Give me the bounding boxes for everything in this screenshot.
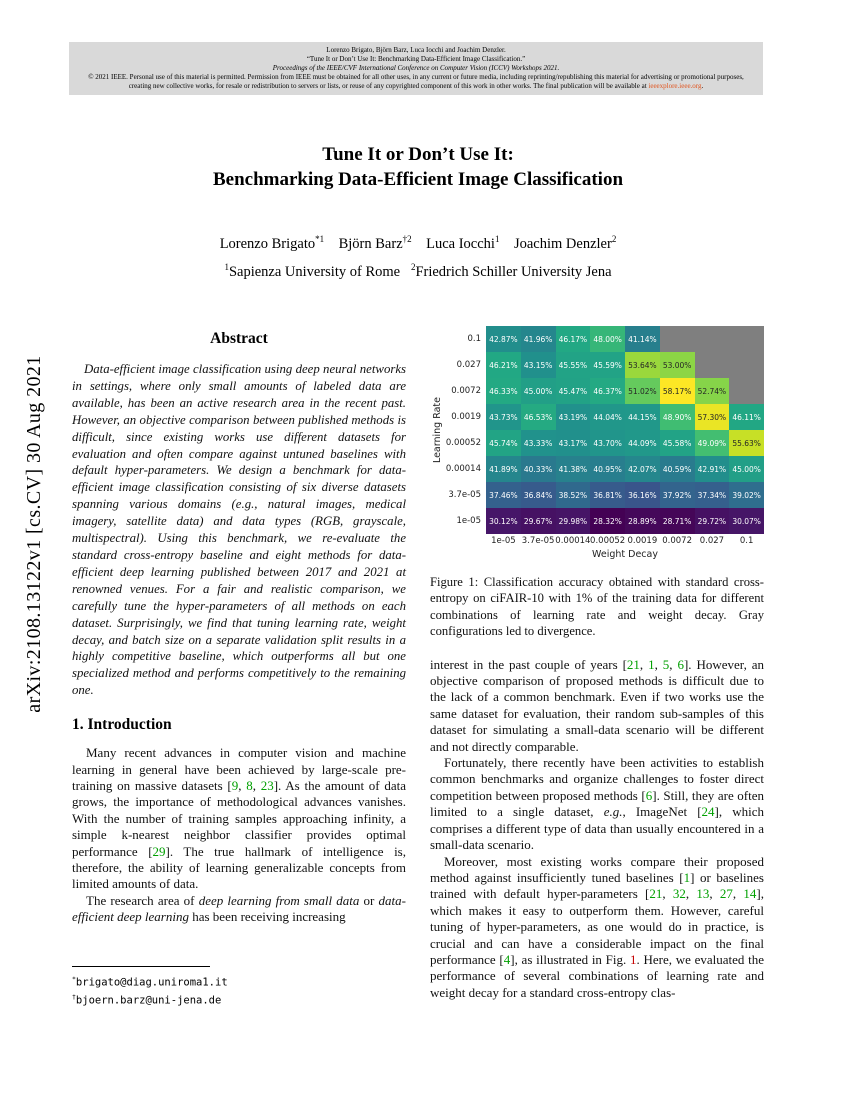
y-axis [430, 326, 444, 534]
heatmap-cell: 36.84% [521, 482, 556, 508]
heatmap-cell: 30.07% [729, 508, 764, 534]
heatmap-cell: 39.02% [729, 482, 764, 508]
paper-title-line2: Benchmarking Data-Efficient Image Classification [212, 169, 624, 190]
citation-link[interactable]: 23 [260, 777, 274, 793]
y-tick-label: 3.7e-05 [448, 490, 481, 500]
heatmap-cell: 29.67% [521, 508, 556, 534]
y-tick-label: 0.00052 [445, 438, 481, 448]
heatmap-cell: 43.17% [556, 430, 591, 456]
citation-link[interactable]: 13 [696, 886, 710, 902]
y-tick-label: 0.0019 [451, 412, 481, 422]
heatmap-cell: 46.33% [486, 378, 521, 404]
citation-link[interactable]: 6 [645, 787, 653, 803]
heatmap-cell: 44.09% [625, 430, 660, 456]
right-paragraph-2: Fortunately, there recently have been activities to establish common benchmarks and organize challenges to foster direct competition between proposed methods [6]. Still, they are often limited to a single dataset, e.g., ImageNet [24], which comprises a different type of data than usually encountered in a small-data scenario. [430, 755, 765, 853]
heatmap-cell: 46.21% [486, 352, 521, 378]
footnote-rule [72, 966, 210, 967]
heatmap-cell: 40.33% [521, 456, 556, 482]
heatmap-cell: 44.04% [590, 404, 625, 430]
heatmap-cell: 29.98% [556, 508, 591, 534]
heatmap-cell: 37.46% [486, 482, 521, 508]
heatmap-cell: 45.00% [521, 378, 556, 404]
intro-paragraph-1: Many recent advances in computer vision and machine learning in general have been achieved by large-scale pre-training on massive datasets [9, 8, 23]. As the amount of data grows, the importance of methodological advances vanishes. With the number of training samples approaching infinity, a simple k-nearest neighbor classifier provides optimal performance [29]. The true hallmark of intelligence is, therefore, the ability of learning generalizable concepts from limited amounts of data. [72, 745, 406, 892]
heatmap-cell: 37.34% [695, 482, 730, 508]
x-tick-label: 0.0019 [625, 534, 660, 547]
citation-link[interactable]: 9 [231, 777, 239, 793]
citation-link[interactable]: 1 [648, 656, 655, 672]
heatmap-cell: 46.11% [729, 404, 764, 430]
heatmap-cell: 43.73% [486, 404, 521, 430]
heatmap-cell: 51.02% [625, 378, 660, 404]
heatmap-cell: 40.59% [660, 456, 695, 482]
heatmap-cell: 52.74% [695, 378, 730, 404]
heatmap-cell: 57.30% [695, 404, 730, 430]
citation-link[interactable]: 14 [743, 886, 757, 902]
heatmap-cell: 28.89% [625, 508, 660, 534]
heatmap-cell [660, 326, 695, 352]
citation-link[interactable]: 21 [649, 886, 663, 902]
citation-link[interactable]: 5 [662, 656, 670, 672]
heatmap-cell: 43.33% [521, 430, 556, 456]
external-link[interactable]: ieeexplore.ieee.org [648, 82, 702, 90]
x-tick-label: 0.00014 [555, 535, 591, 546]
paper-title [72, 142, 764, 192]
heatmap-grid [444, 326, 764, 547]
heatmap-cell: 53.64% [625, 352, 660, 378]
heatmap-cell: 49.09% [695, 430, 730, 456]
heatmap-cell: 45.00% [729, 456, 764, 482]
citation-link[interactable]: 32 [672, 886, 686, 902]
x-tick-label: 0.0072 [660, 534, 695, 547]
x-tick-label: 3.7e-05 [521, 535, 555, 546]
heatmap-cell: 43.70% [590, 430, 625, 456]
heatmap-cell: 53.00% [660, 352, 695, 378]
heatmap-cell: 40.95% [590, 456, 625, 482]
heatmap-cell: 37.92% [660, 482, 695, 508]
x-tick-label: 0.1 [729, 534, 764, 547]
right-column [430, 326, 764, 1001]
footnotes [72, 966, 406, 1008]
heatmap-cell: 45.58% [660, 430, 695, 456]
author-line: Lorenzo Brigato$^{*1}$ Björn Barz$^{\dagger 2}$ Luca Iocchi$^1$ Joachim Denzler$^2$ [219, 234, 617, 252]
heatmap-cell [729, 352, 764, 378]
left-column [72, 330, 406, 926]
copyright-terms-text: © 2021 IEEE. Personal use of this material is permitted. Permission from IEEE must be obtained for all other uses, in any current or future media, including reprinting/republishing this material for advertising or promotional purposes, creating new collective works, for resale or redistribution to servers or lists, or reuse of any copyrighted component of this work in other works. The final publication will be available at ieeexplore.ieee.org. [88, 73, 744, 90]
citation-link[interactable]: 1 [683, 869, 691, 885]
heatmap-cell: 46.53% [521, 404, 556, 430]
heatmap-cell: 43.19% [556, 404, 591, 430]
copyright-title-line: “Tune It or Don’t Use It: Benchmarking Data-Efficient Image Classification.” [306, 55, 526, 63]
heatmap-cell: 30.12% [486, 508, 521, 534]
right-paragraph-3: Moreover, most existing works compare their proposed method against insufficiently tuned baselines [1] or baselines trained with default hyper-parameters [21, 32, 13, 27, 14], which makes it easy to outperform them. However, careful tuning of hyper-parameters, as one would do in practice, is crucial and can have a considerable impact on the final performance [4], as illustrated in Fig. 1. Here, we evaluated the performance of several combinations of learning rate and weight decay for a standard cross-entropy clas- [430, 853, 765, 1000]
heatmap-cell: 48.90% [660, 404, 695, 430]
heatmap-cell [729, 378, 764, 404]
heatmap-cell: 41.14% [625, 326, 660, 352]
y-tick-label: 1e-05 [456, 516, 481, 526]
heatmap-cell: 28.32% [590, 508, 625, 534]
heatmap-cell: 42.87% [486, 326, 521, 352]
section-heading-introduction: 1. Introduction [72, 716, 172, 734]
citation-link[interactable]: 4 [503, 951, 511, 967]
heatmap-cell: 41.89% [486, 456, 521, 482]
footnote-email-2[interactable]: †bjoern.barz@uni-jena.de [72, 993, 222, 1007]
heatmap-cell: 28.71% [660, 508, 695, 534]
citation-link[interactable]: 8 [246, 777, 253, 793]
heatmap-cell [695, 352, 730, 378]
copyright-venue-line: Proceedings of the IEEE/CVF International Conference on Computer Vision (ICCV) Workshops 2021. [272, 64, 560, 72]
copyright-notice [69, 42, 763, 95]
heatmap-cell: 48.00% [590, 326, 625, 352]
heatmap-cell: 41.96% [521, 326, 556, 352]
heatmap-cell: 45.55% [556, 352, 591, 378]
x-tick-label: 0.027 [695, 534, 730, 547]
right-paragraph-1: interest in the past couple of years [21, 1, 5, 6]. However, an objective comparison of proposed methods is difficult due to the lack of a common benchmark. Even if two works use the same dataset for evaluation, their random sub-samples of this dataset for simulating a small-data scenario will be different and not directly comparable. [430, 656, 765, 754]
heatmap-cell: 45.74% [486, 430, 521, 456]
heatmap-cell: 36.16% [625, 482, 660, 508]
paper-title-line1: Tune It or Don’t Use It: [322, 144, 514, 165]
heatmap-cell [695, 326, 730, 352]
citation-link[interactable]: 27 [719, 886, 733, 902]
heatmap-cell: 46.37% [590, 378, 625, 404]
figure-1 [430, 326, 764, 560]
abstract-text: Data-efficient image classification using deep neural networks in settings, where only small amounts of labeled data are available, has been an active research area in the recent past. However, an objective comparison between published methods is difficult, since existing works use different datasets for evaluation and often compare against untuned baselines with default hyper-parameters. We design a benchmark for data-efficient image classification consisting of six diverse datasets spanning various domains (e.g., natural images, medical imagery, satellite data) and data types (RGB, grayscale, multispectral). Using this benchmark, we re-evaluate the standard cross-entropy baseline and eight methods for data-efficient deep learning published between 2017 and 2021 at renowned venues. For a fair and realistic comparison, we carefully tune the hyper-parameters of all methods on each dataset. Surprisingly, we find that tuning learning rate, weight decay, and batch size on a separate validation split results in a highly competitive baseline, which outperforms all but one specialized method and performs competitively to the remaining one. [72, 362, 406, 698]
citation-link[interactable]: 24 [701, 804, 715, 820]
citation-link[interactable]: 21 [626, 656, 640, 672]
heatmap-cell: 58.17% [660, 378, 695, 404]
heatmap-cell: 45.47% [556, 378, 591, 404]
affiliation-line: $^1$Sapienza University of Rome $^2$Friedrich Schiller University Jena [224, 261, 612, 280]
abstract-heading: Abstract [210, 330, 268, 347]
y-tick-label: 0.0072 [451, 386, 481, 396]
citation-link[interactable]: 29 [152, 843, 166, 859]
y-axis-label: Learning Rate [431, 396, 443, 464]
figure-ref-link[interactable]: 1 [629, 951, 637, 967]
footnote-email-1[interactable]: *brigato@diag.uniroma1.it [72, 975, 228, 989]
heatmap-cell: 38.52% [556, 482, 591, 508]
heatmap-cell: 42.07% [625, 456, 660, 482]
heatmap-cell: 44.15% [625, 404, 660, 430]
y-tick-label: 0.00014 [445, 464, 481, 474]
x-tick-label: 1e-05 [486, 534, 521, 547]
arxiv-stamp: arXiv:2108.13122v1 [cs.CV] 30 Aug 2021 [23, 355, 45, 713]
heatmap-area [444, 326, 764, 560]
heatmap-cell [729, 326, 764, 352]
heatmap-cell: 41.38% [556, 456, 591, 482]
y-tick-label: 0.027 [456, 360, 481, 370]
heatmap-cell: 43.15% [521, 352, 556, 378]
heatmap-cell: 45.59% [590, 352, 625, 378]
x-axis-label: Weight Decay [592, 549, 658, 560]
copyright-authors-line: Lorenzo Brigato, Björn Barz, Luca Iocchi and Joachim Denzler. [326, 46, 506, 54]
heatmap-cell: 29.72% [695, 508, 730, 534]
heatmap-cell: 55.63% [729, 430, 764, 456]
heatmap-cell: 36.81% [590, 482, 625, 508]
heatmap-cell: 42.91% [695, 456, 730, 482]
title-block [72, 142, 764, 281]
x-tick-label: 0.00052 [590, 535, 626, 546]
citation-link[interactable]: 6 [677, 656, 684, 672]
y-tick-label: 0.1 [467, 334, 481, 344]
heatmap-cell: 46.17% [556, 326, 591, 352]
figure-caption: Figure 1: Classification accuracy obtained with standard cross-entropy on ciFAIR-10 with 1% of the training data for different combinations of learning rate and weight decay. Gray configurations led to divergence. [430, 575, 764, 639]
intro-paragraph-2: The research area of deep learning from small data or data-efficient deep learning has been receiving increasing [72, 892, 406, 925]
